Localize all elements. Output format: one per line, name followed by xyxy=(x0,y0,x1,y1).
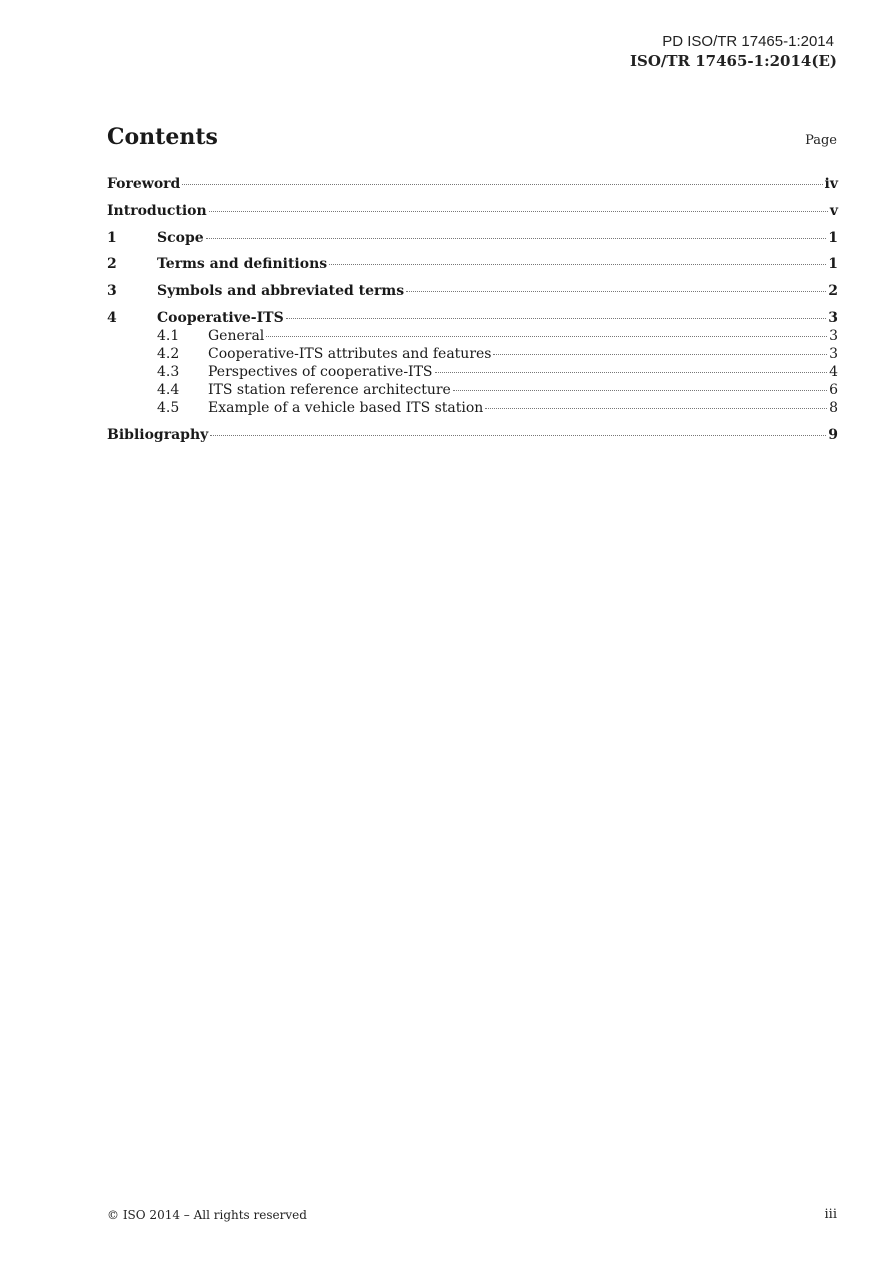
toc-entry-title: Perspectives of cooperative-ITS xyxy=(208,364,433,380)
toc-entry-symbols-and-abbreviated-terms[interactable] xyxy=(107,283,838,301)
toc-entry-title: Cooperative-ITS attributes and features xyxy=(208,346,492,362)
page-column-label: Page xyxy=(805,133,837,148)
contents-heading: Contents xyxy=(107,124,218,150)
toc-entry-number: 4 xyxy=(107,310,117,326)
toc-entry-terms-and-definitions[interactable] xyxy=(107,256,838,274)
toc-entry-title: Symbols and abbreviated terms xyxy=(157,283,405,299)
toc-entry-title: Terms and definitions xyxy=(157,256,328,272)
toc-entry-title: Foreword xyxy=(107,176,181,192)
toc-entry-station-reference-architecture[interactable] xyxy=(107,382,838,400)
toc-entry-number: 4.5 xyxy=(157,400,180,416)
toc-entry-scope[interactable] xyxy=(107,230,838,248)
toc-entry-page: 9 xyxy=(828,427,838,443)
toc-entry-page: 2 xyxy=(828,283,838,299)
toc-entry-page: 4 xyxy=(829,364,838,380)
pd-document-number: PD ISO/TR 17465-1:2014 xyxy=(662,33,834,50)
dot-leader xyxy=(209,210,828,212)
dot-leader xyxy=(453,389,827,391)
toc-entry-foreword[interactable] xyxy=(107,176,838,194)
toc-entry-page: 3 xyxy=(829,346,838,362)
toc-entry-page: 1 xyxy=(828,256,838,272)
copyright-notice: © ISO 2014 – All rights reserved xyxy=(107,1208,307,1222)
dot-leader xyxy=(286,317,827,319)
dot-leader xyxy=(493,353,827,355)
toc-entry-vehicle-based-station[interactable] xyxy=(107,400,838,418)
toc-entry-title: Introduction xyxy=(107,203,207,219)
toc-entry-title: Scope xyxy=(157,230,204,246)
toc-entry-title: General xyxy=(208,328,265,344)
toc-entry-title: ITS station reference architecture xyxy=(208,382,451,398)
toc-entry-number: 4.1 xyxy=(157,328,180,344)
dot-leader xyxy=(329,263,826,265)
toc-entry-page: 6 xyxy=(829,382,838,398)
toc-entry-perspectives[interactable] xyxy=(107,364,838,382)
toc-entry-number: 4.3 xyxy=(157,364,180,380)
toc-entry-page: 3 xyxy=(829,328,838,344)
toc-entry-page: 8 xyxy=(829,400,838,416)
toc-entry-page: iv xyxy=(824,176,838,192)
toc-entry-page: v xyxy=(829,203,838,219)
toc-entry-general[interactable] xyxy=(107,328,838,346)
toc-entry-cooperative-its[interactable] xyxy=(107,310,838,328)
dot-leader xyxy=(266,335,827,337)
toc-entry-number: 4.2 xyxy=(157,346,180,362)
footer-page-number: iii xyxy=(824,1207,837,1222)
dot-leader xyxy=(210,434,826,436)
iso-document-number: ISO/TR 17465-1:2014(E) xyxy=(629,52,837,70)
toc-entry-number: 4.4 xyxy=(157,382,180,398)
toc-entry-attributes-and-features[interactable] xyxy=(107,346,838,364)
toc-entry-number: 3 xyxy=(107,283,117,299)
dot-leader xyxy=(206,237,827,239)
toc-entry-page: 3 xyxy=(828,310,838,326)
toc-entry-number: 2 xyxy=(107,256,117,272)
toc-entry-number: 1 xyxy=(107,230,117,246)
dot-leader xyxy=(182,183,822,185)
toc-entry-title: Cooperative-ITS xyxy=(157,310,284,326)
dot-leader xyxy=(485,407,827,409)
toc-entry-title: Bibliography xyxy=(107,427,209,443)
toc-entry-introduction[interactable] xyxy=(107,203,838,221)
dot-leader xyxy=(406,290,826,292)
toc-entry-bibliography[interactable] xyxy=(107,427,838,445)
dot-leader xyxy=(435,371,828,373)
toc-entry-page: 1 xyxy=(828,230,838,246)
toc-entry-title: Example of a vehicle based ITS station xyxy=(208,400,484,416)
